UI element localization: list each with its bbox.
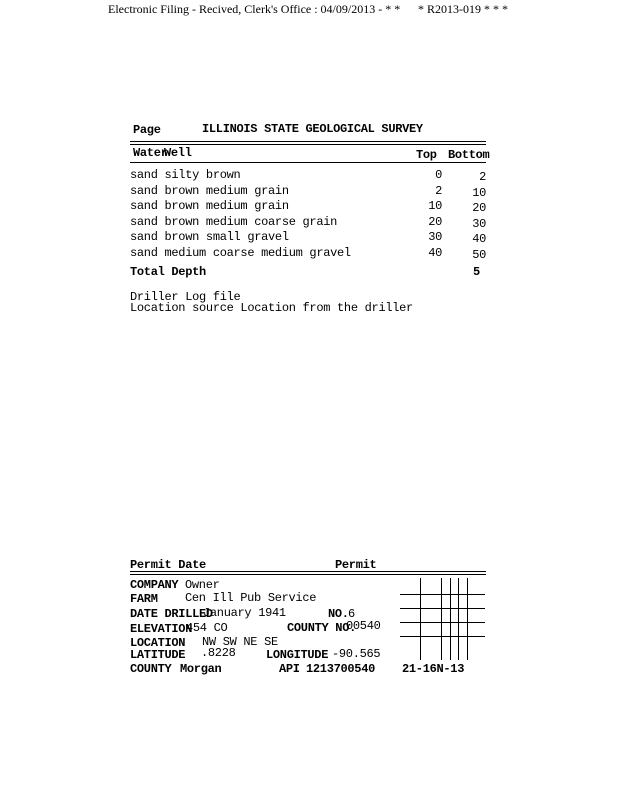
location-source: Location source Location from the driller — [130, 301, 413, 315]
col-bottom: Bottom — [448, 148, 490, 162]
location-value: NW SW NE SE — [202, 635, 278, 649]
permit-date-label: Permit Date — [130, 558, 206, 572]
farm-value: Cen Ill Pub Service — [185, 591, 317, 605]
well-no-value: 6 — [348, 607, 355, 621]
log-row-bottom: 20 — [472, 201, 486, 215]
agency-title: ILLINOIS STATE GEOLOGICAL SURVEY — [202, 122, 423, 136]
company-value: Owner — [185, 578, 220, 592]
log-row-bottom: 40 — [472, 232, 486, 246]
log-row-top: 0 — [435, 168, 442, 182]
well-no-label: NO. — [328, 607, 349, 621]
column-rule — [130, 162, 486, 163]
location-label: LOCATION — [130, 636, 186, 650]
total-depth-label: Total Depth — [130, 265, 206, 279]
date-drilled-label: DATE DRILLED — [130, 607, 213, 621]
header-double-rule — [130, 141, 486, 145]
section-grid — [400, 578, 485, 660]
page-label: Page — [133, 123, 161, 137]
col-water: Water — [133, 146, 168, 160]
log-row-bottom: 50 — [472, 248, 486, 262]
latitude-label: LATITUDE — [130, 648, 186, 662]
county-label: COUNTY — [130, 662, 172, 676]
permit-double-rule — [130, 571, 486, 575]
log-row-top: 40 — [428, 246, 442, 260]
longitude-value: -90.565 — [332, 647, 381, 661]
log-row-top: 2 — [435, 184, 442, 198]
log-row-bottom: 30 — [472, 217, 486, 231]
log-row-desc: sand brown medium coarse grain — [130, 215, 338, 229]
permit-number-label: Permit — [335, 558, 377, 572]
col-well: Well — [164, 146, 192, 160]
date-drilled-value: January 1941 — [203, 606, 286, 620]
col-top: Top — [416, 148, 437, 162]
driller-log: Driller Log file — [130, 290, 241, 304]
township-range-section: 21-16N-13 — [402, 662, 465, 676]
longitude-label: LONGITUDE — [266, 648, 329, 662]
log-row-desc: sand silty brown — [130, 168, 241, 182]
log-row-desc: sand brown medium grain — [130, 184, 289, 198]
log-row-top: 20 — [428, 215, 442, 229]
elevation-label: ELEVATION — [130, 622, 193, 636]
log-row-desc: sand brown medium grain — [130, 199, 289, 213]
latitude-value: .8228 — [201, 646, 236, 660]
filing-header: Electronic Filing - Recived, Clerk's Office : 04/09/2013 - * * — [108, 2, 401, 16]
county-value: Morgan — [180, 662, 222, 676]
elevation-value: 454 CO — [186, 621, 228, 635]
log-row-bottom: 2 — [479, 170, 486, 184]
docket-number: * R2013-019 * * * — [418, 2, 508, 16]
api-value: 1213700540 — [306, 662, 376, 676]
county-no-value: 00540 — [346, 619, 381, 633]
log-row-top: 10 — [428, 199, 442, 213]
farm-label: FARM — [130, 592, 158, 606]
log-row-top: 30 — [428, 230, 442, 244]
api-label: API — [279, 662, 300, 676]
total-depth-value: 5 — [473, 265, 480, 279]
log-row-desc: sand brown small gravel — [130, 230, 289, 244]
log-row-bottom: 10 — [472, 186, 486, 200]
county-no-label: COUNTY NO. — [287, 621, 357, 635]
company-label: COMPANY — [130, 578, 179, 592]
log-row-desc: sand medium coarse medium gravel — [130, 246, 351, 260]
